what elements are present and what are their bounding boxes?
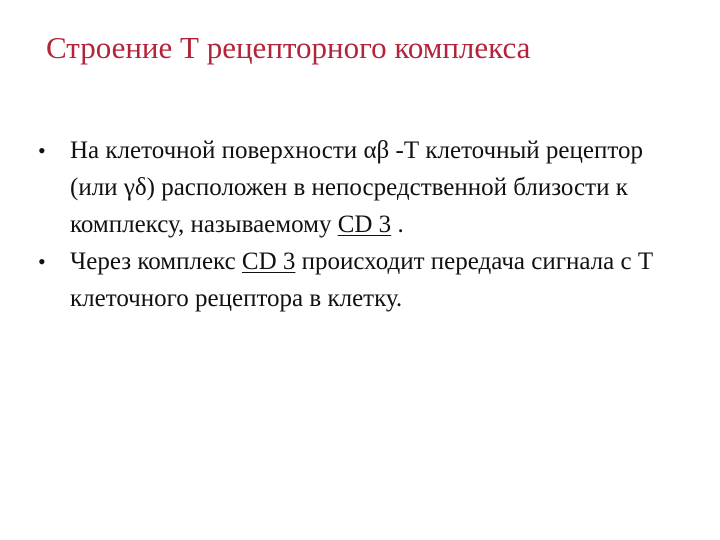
bullet-2-text-start: Через комплекс	[70, 248, 242, 275]
bullet-icon: •	[38, 138, 46, 163]
bullet-list	[38, 132, 688, 317]
bullet-1-text-start: На клеточной поверхности	[70, 137, 364, 164]
bullet-item-2	[38, 243, 688, 317]
cd3-term: CD 3	[337, 211, 392, 238]
bullet-1-text-end: .	[391, 211, 404, 238]
greek-alpha-beta: αβ	[363, 137, 390, 164]
greek-gamma-delta: γδ	[123, 174, 147, 201]
bullet-1-text-mid1: -Т клеточный рецептор (или	[70, 137, 643, 201]
bullet-1-text-mid2: ) расположен в непосредственной близости к комплексу, называемому	[70, 174, 628, 238]
cd3-term: CD 3	[241, 248, 296, 275]
bullet-2-text-end: происходит передача сигнала с Т клеточного рецептора в клетку.	[70, 248, 654, 312]
bullet-item-1	[38, 132, 688, 243]
bullet-icon: •	[38, 249, 46, 274]
slide-title: Строение Т рецепторного комплекса	[46, 30, 531, 65]
